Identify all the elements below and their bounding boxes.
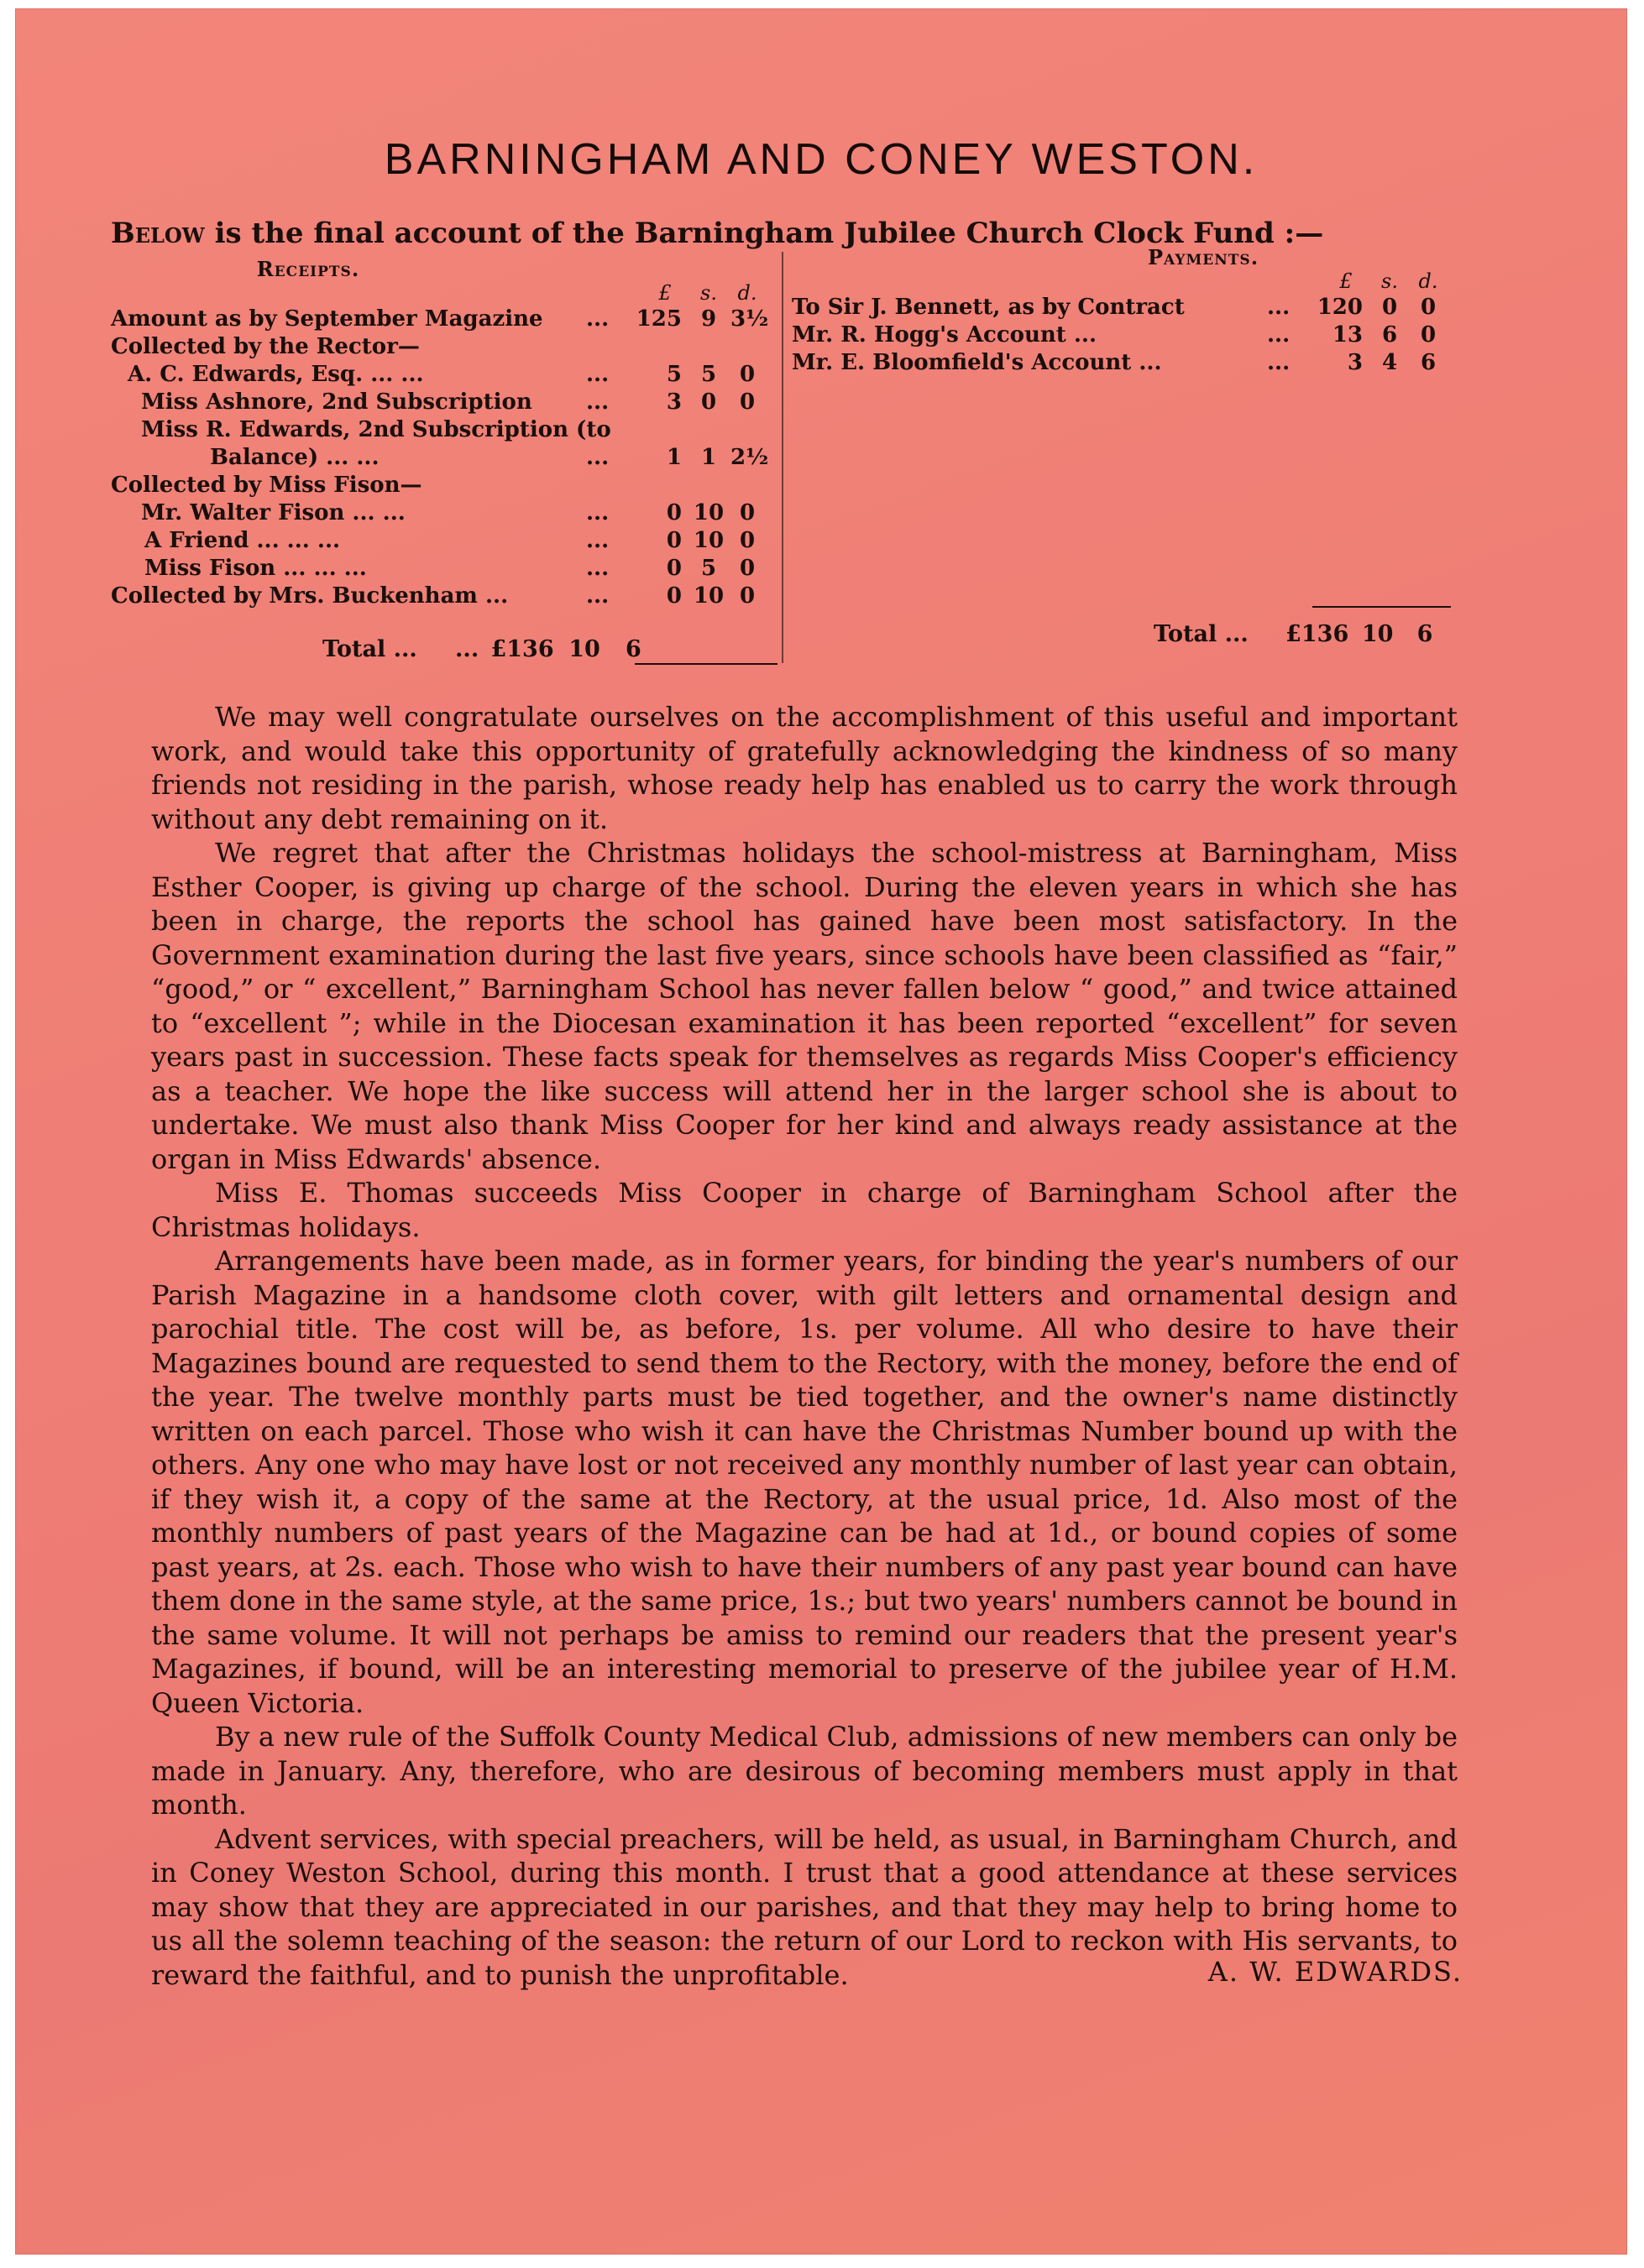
receipt-label: Amount as by September Magazine [111,306,543,332]
receipts-total-label: Total ... [322,636,417,662]
payments-rows [792,295,1463,378]
receipts-total [322,636,652,662]
payment-pence: 0 [1420,295,1437,320]
payments-units [792,269,1463,295]
payment-dots: ... [1267,350,1291,375]
paragraph: We regret that after the Christmas holidays the school-mistress at Barningham, Miss Esther Cooper, is giving up charge of the school. During the eleven years in which she has been in charge, the reports the school has gained have been most satisfactory. In the Government examination during the last five years, since schools have been classified as “fair,” “good,” or “ excellent,” Barningham School has never fallen below “ good,” and twice attained to “excellent ”; while in the Diocesan examination it has been reported “excellent” for seven years past in succession. These facts speak for themselves as regards Miss Cooper's efficiency as a teacher. We hope the like success will attend her in the larger school she is about to undertake. We must also thank Miss Cooper for her kind and always ready assistance at the organ in Miss Edwards' absence. [151,837,1458,1175]
page-title: BARNINGHAM AND CONEY WESTON. [384,135,1259,184]
receipt-dots: ... [586,389,610,415]
receipt-shillings: 10 [693,583,725,609]
payments-total-pence: 6 [1416,621,1433,647]
receipt-pence: 0 [739,583,756,609]
receipts-rows [111,306,783,611]
paragraph: Miss E. Thomas succeeds Miss Cooper in charge of Barningham School after the Christmas holidays. [151,1177,1458,1243]
payments-total-label: Total ... [1154,621,1249,647]
receipt-label: A Friend ... ... ... [144,528,341,553]
payments-total-shillings: 10 [1361,621,1394,647]
receipt-dots: ... [586,556,610,581]
receipt-dots: ... [586,362,610,387]
receipt-dots: ... [586,306,610,332]
unit-pence: d. [737,281,757,305]
receipt-shillings: 5 [700,362,717,387]
receipt-pounds: 1 [666,445,682,470]
receipt-dots: ... [586,500,610,525]
payment-pence: 6 [1420,350,1437,375]
payment-pounds: 3 [1347,350,1363,375]
receipt-dots: ... [586,583,610,609]
payment-pounds: 13 [1332,322,1363,348]
unit-shillings: s. [1381,269,1398,293]
receipt-pounds: 0 [666,583,682,609]
receipt-row [111,445,783,473]
payment-label: Mr. R. Hogg's Account ... [792,322,1097,348]
receipt-pence: 0 [739,362,756,387]
receipt-shillings: 1 [700,445,717,470]
receipt-label: Collected by Mrs. Buckenham ... [111,583,509,609]
signature: A. W. EDWARDS. [1207,1956,1463,1988]
receipt-row [111,556,783,583]
magazine-page [15,8,1627,2255]
column-divider [782,252,783,663]
payments-column [792,245,1463,378]
payment-pounds: 120 [1317,295,1363,320]
receipt-label: Miss Fison ... ... ... [144,556,367,581]
receipt-row [111,417,783,445]
intro-rest: is the final account of the Barningham Jubilee Church Clock Fund :— [204,217,1324,250]
receipts-total-rule [635,663,777,665]
unit-pounds: £ [1339,269,1353,293]
paragraph: Advent services, with special preachers, will be held, as usual, in Barningham Church, and in Coney Weston School, during this month. I trust that a good attendance at these services may show that they are appreciated in our parishes, and that they may help to bring home to us all the solemn teaching of the season: the return of our Lord to reckon with His servants, to reward the faithful, and to punish the unprofitable. [151,1822,1458,1991]
payment-label: To Sir J. Bennett, as by Contract [792,295,1185,320]
receipts-total-shillings: 10 [568,636,600,662]
receipts-column [111,257,783,611]
payment-pence: 0 [1420,322,1437,348]
payments-total-rule [1312,606,1451,608]
payments-total [1154,621,1443,647]
receipt-label: Miss Ashnore, 2nd Subscription [141,389,532,415]
payments-total-pounds: £136 [1285,621,1349,647]
payment-shillings: 4 [1381,350,1398,375]
receipt-row [111,583,783,611]
receipt-pounds: 5 [666,362,682,387]
receipt-row [111,389,783,417]
receipts-total-pence: 6 [626,636,641,662]
receipts-units [111,281,783,306]
receipt-shillings: 9 [700,306,717,332]
receipt-shillings: 10 [693,500,725,525]
receipt-label: Collected by Miss Fison— [111,473,422,498]
receipts-total-pounds: £136 [490,636,554,662]
receipt-pence: 0 [739,500,756,525]
receipt-pence: 0 [739,556,756,581]
receipt-pounds: 0 [666,556,682,581]
payment-dots: ... [1267,322,1291,348]
payments-heading: Payments. [1147,245,1259,269]
receipt-label: A. C. Edwards, Esq. ... ... [128,362,424,387]
unit-pence: d. [1418,269,1438,293]
receipt-label: Collected by the Rector— [111,334,420,359]
receipt-row [111,362,783,389]
payment-row [792,322,1463,350]
payment-row [792,295,1463,322]
receipt-shillings: 5 [700,556,717,581]
receipts-total-dots: ... [455,636,479,662]
receipt-pence: 3½ [730,306,769,332]
paragraph: By a new rule of the Suffolk County Medical Club, admissions of new members can only be made in January. Any, therefore, who are desirous of becoming members must apply in that month. [151,1721,1458,1821]
receipt-pounds: 0 [666,500,682,525]
receipt-label: Mr. Walter Fison ... ... [141,500,406,525]
receipt-row [111,500,783,528]
receipt-pence: 0 [739,389,756,415]
receipt-pounds: 125 [636,306,682,332]
receipt-pounds: 3 [666,389,682,415]
paragraph: Arrangements have been made, as in former years, for binding the year's numbers of our Parish Magazine in a handsome cloth cover, with gilt letters and ornamental design and parochial title. The cost will be, as before, 1s. per volume. All who desire to have their Magazines bound are requested to send them to the Rectory, with the money, before the end of the year. The twelve monthly parts must be tied together, and the owner's name distinctly written on each parcel. Those who wish it can have the Christmas Number bound up with the others. Any one who may have lost or not received any monthly number of last year can obtain, if they wish it, a copy of the same at the Rectory, at the usual price, 1d. Also most of the monthly numbers of past years of the Magazine can be had at 1d., or bound copies of some past years, at 2s. each. Those who wish to have their numbers of any past year bound can have them done in the same style, at the same price, 1s.; but two years' numbers cannot be bound in the same volume. It will not perhaps be amiss to remind our readers that the present year's Magazines, if bound, will be an interesting memorial to preserve of the jubilee year of H.M. Queen Victoria. [151,1245,1458,1719]
payment-dots: ... [1267,295,1291,320]
receipt-row [111,334,783,362]
payment-row [792,350,1463,378]
unit-pounds: £ [658,281,672,305]
receipt-label: Miss R. Edwards, 2nd Subscription (to [141,417,611,442]
receipt-row [111,306,783,334]
receipt-dots: ... [586,445,610,470]
article-body [151,700,1458,1992]
payment-label: Mr. E. Bloomfield's Account ... [792,350,1162,375]
unit-shillings: s. [700,281,717,305]
receipt-row [111,473,783,500]
receipt-pence: 2½ [730,445,769,470]
payment-shillings: 0 [1381,295,1398,320]
paragraph: We may well congratulate ourselves on the accomplishment of this useful and important work, and would take this opportunity of gratefully acknowledging the kindness of so many friends not residing in the parish, whose ready help has enabled us to carry the work through without any debt remaining on it. [151,701,1458,835]
receipt-shillings: 10 [693,528,725,553]
payment-shillings: 6 [1381,322,1398,348]
receipt-shillings: 0 [700,389,717,415]
receipt-pence: 0 [739,528,756,553]
intro-lead: Below [111,217,205,250]
receipt-pounds: 0 [666,528,682,553]
receipt-dots: ... [586,528,610,553]
receipts-heading: Receipts. [256,257,360,281]
receipt-label: Balance) ... ... [210,445,380,470]
receipt-row [111,528,783,556]
